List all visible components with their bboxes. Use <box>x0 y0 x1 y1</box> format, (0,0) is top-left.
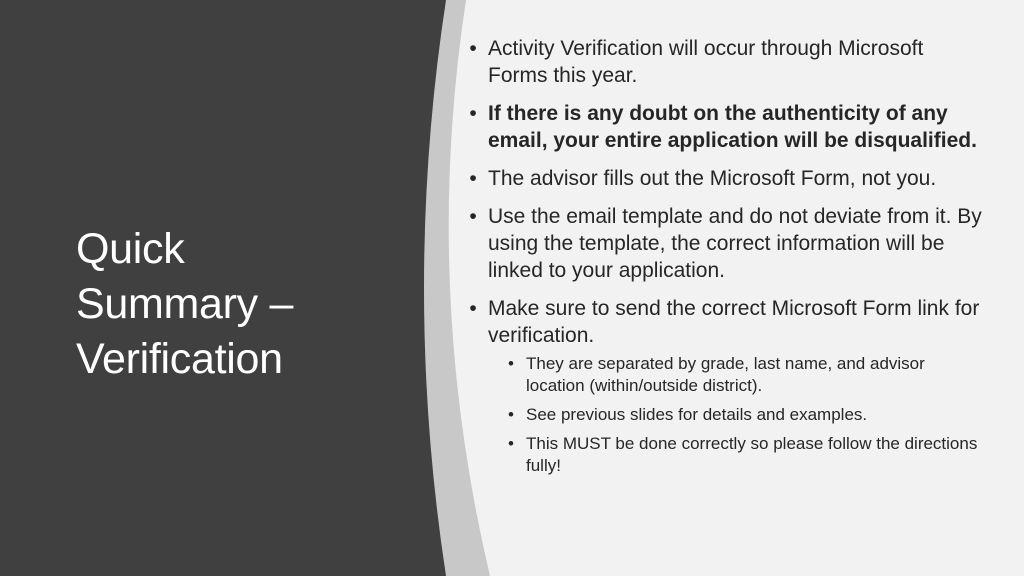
title-line: Verification <box>76 335 283 383</box>
bullet-dot: • <box>469 167 477 190</box>
sub-bullet-dot: • <box>508 405 514 424</box>
sub-bullet-item <box>504 353 986 397</box>
bullet-text: The advisor fills out the Microsoft Form, not you. <box>488 167 937 190</box>
title-line: Summary – <box>76 280 294 328</box>
bullet-dot: • <box>469 297 477 320</box>
bullet-dot: • <box>469 37 477 60</box>
bullet-text: Make sure to send the correct Microsoft Form link for verification. <box>488 297 980 347</box>
sub-bullet-text: See previous slides for details and examples. <box>526 405 868 424</box>
bullet-item <box>466 100 986 154</box>
bullet-text: Use the email template and do not deviate from it. By using the template, the correct information will be linked to your application. <box>488 205 982 282</box>
sub-bullet-text: They are separated by grade, last name, and advisor location (within/outside district). <box>526 354 925 395</box>
sub-bullet-item <box>504 433 986 477</box>
bullet-dot: • <box>469 102 477 125</box>
bullet-item <box>466 35 986 89</box>
slide-title <box>76 222 396 387</box>
sub-bullet-text: This MUST be done correctly so please follow the directions fully! <box>526 434 978 475</box>
bullet-text: If there is any doubt on the authenticity of any email, your entire application will be disqualified. <box>488 102 977 152</box>
bullet-content <box>466 35 986 488</box>
sub-bullet-dot: • <box>508 434 514 453</box>
title-line: Quick <box>76 225 185 273</box>
sub-bullet-list <box>488 353 986 477</box>
bullet-item <box>466 165 986 192</box>
bullet-text: Activity Verification will occur through Microsoft Forms this year. <box>488 37 924 87</box>
bullet-item <box>466 295 986 477</box>
sub-bullet-item <box>504 404 986 426</box>
bullet-item <box>466 203 986 284</box>
bullet-dot: • <box>469 205 477 228</box>
bullet-list <box>466 35 986 477</box>
sub-bullet-dot: • <box>508 354 514 373</box>
